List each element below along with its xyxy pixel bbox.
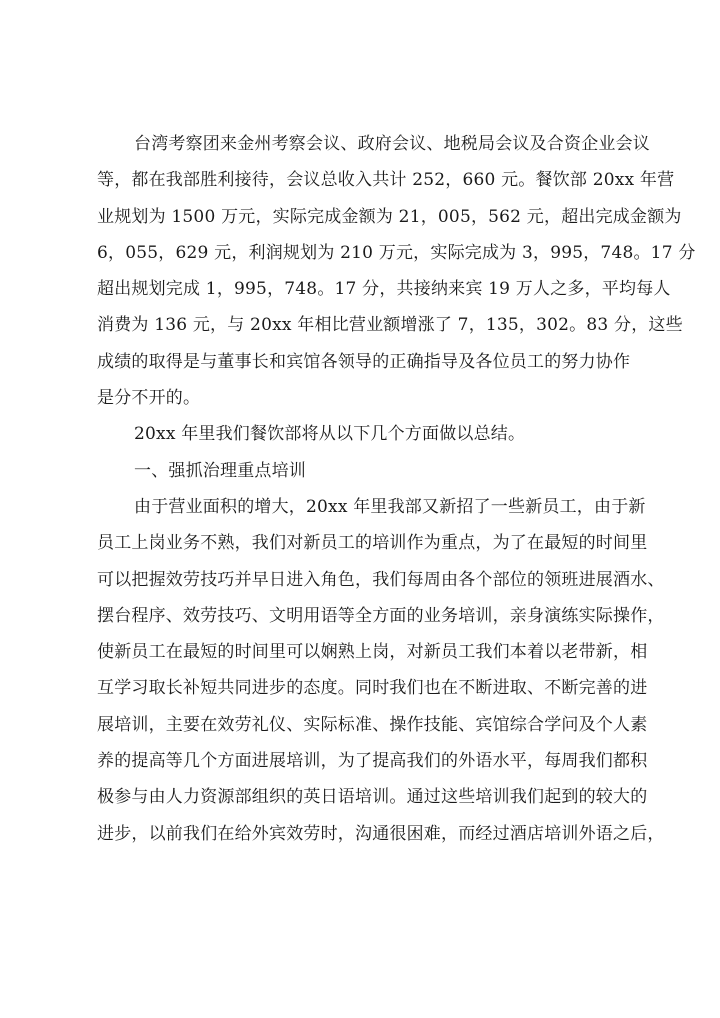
document-body <box>97 126 696 852</box>
text-line: 可以把握效劳技巧并早日进入角色，我们每周由各个部位的领班进展酒水、 <box>97 569 665 590</box>
text-line: 展培训，主要在效劳礼仪、实际标准、操作技能、宾馆综合学问及个人素 <box>97 714 648 735</box>
heading-text: 一、强抓治理重点培训 <box>134 460 306 481</box>
text-line: 超出规划完成 1，995，748。17 分，共接纳来宾 19 万人之多，平均每人 <box>97 279 671 300</box>
text-line: 6，055，629 元，利润规划为 210 万元，实际完成为 3，995，748。17 分 <box>97 242 696 263</box>
text-line: 成绩的取得是与董事长和宾馆各领导的正确指导及各位员工的努力协作 <box>97 351 631 372</box>
text-line: 台湾考察团来金州考察会议、政府会议、地税局会议及合资企业会议 <box>134 134 650 154</box>
paragraph-1 <box>97 126 696 416</box>
text-line: 消费为 136 元，与 20xx 年相比营业额增涨了 7，135，302。83 分，这些 <box>97 315 683 336</box>
text-line: 进步，以前我们在给外宾效劳时，沟通很困难，而经过酒店培训外语之后， <box>97 823 665 844</box>
paragraph-2 <box>97 416 637 452</box>
text-line: 极参与由人力资源部组织的英日语培训。通过这些培训我们起到的较大的 <box>97 787 648 808</box>
text-line: 养的提高等几个方面进展培训，为了提高我们的外语水平，每周我们都积 <box>97 751 648 772</box>
text-line: 20xx 年里我们餐饮部将从以下几个方面做以总结。 <box>134 424 526 445</box>
text-line: 摆台程序、效劳技巧、文明用语等全方面的业务培训，亲身演练实际操作， <box>97 605 665 626</box>
paragraph-3 <box>97 489 665 852</box>
text-line: 互学习取长补短共同进步的态度。同时我们也在不断进取、不断完善的进 <box>97 678 648 699</box>
text-line: 等，都在我部胜利接待，会议总收入共计 252，660 元。餐饮部 20xx 年营 <box>97 170 675 191</box>
text-line: 是分不开的。 <box>97 388 201 409</box>
text-line: 员工上岗业务不熟，我们对新员工的培训作为重点，为了在最短的时间里 <box>97 533 648 554</box>
section-heading <box>97 453 637 489</box>
text-line: 由于营业面积的增大，20xx 年里我部又新招了一些新员工，由于新 <box>134 496 646 517</box>
text-line: 业规划为 1500 万元，实际完成金额为 21，005，562 元，超出完成金额为 <box>97 206 682 227</box>
text-line: 使新员工在最短的时间里可以娴熟上岗，对新员工我们本着以老带新，相 <box>97 642 648 663</box>
